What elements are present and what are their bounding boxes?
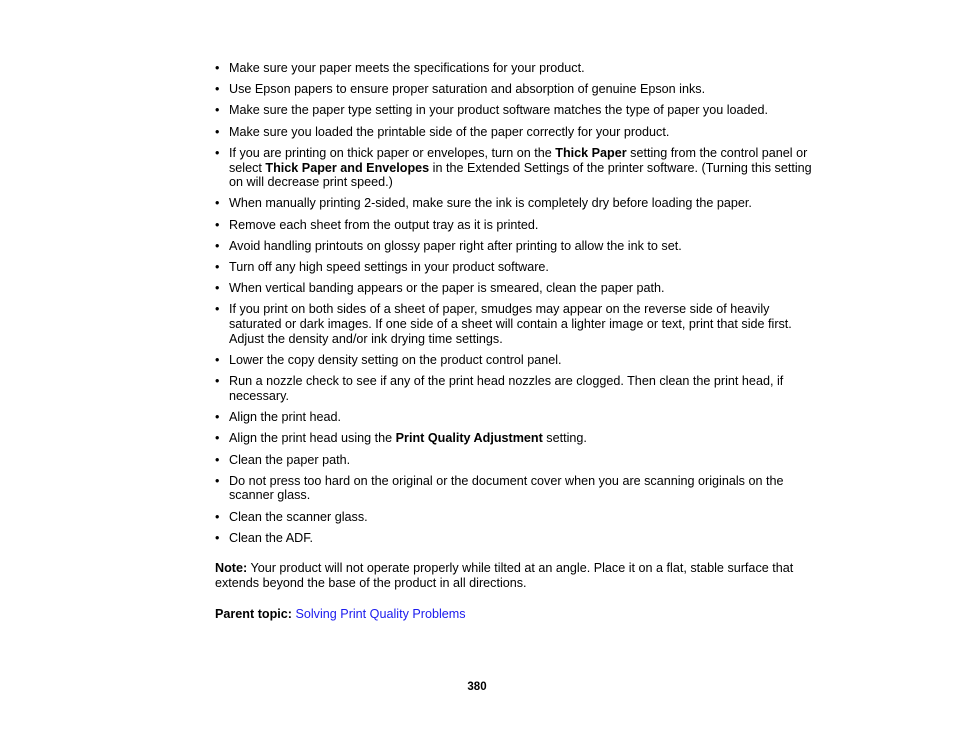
bullet-glyph: • [215,353,220,368]
bold-setting-name: Thick Paper [555,145,627,160]
list-item-text: When vertical banding appears or the paper is smeared, clean the paper path. [229,281,665,296]
bullet-glyph: • [215,238,220,253]
bullet-glyph: • [215,260,220,275]
list-item [215,61,825,76]
list-item [215,374,825,403]
list-item [215,474,825,503]
bullet-glyph: • [215,145,220,160]
list-item-text: Clean the ADF. [229,530,314,545]
note-paragraph [215,561,825,590]
bullet-glyph: • [215,374,220,389]
list-item [215,510,825,525]
list-item-text: If you print on both sides of a sheet of paper, smudges may appear on the reverse side of heavily saturated or dark images. If one side of a sheet will contain a lighter image or text, print that side first. Adjust the density and/or ink drying time settings. [229,302,792,346]
list-item-text: Turn off any high speed settings in your product software. [229,260,549,275]
list-item-text: Align the print head. [229,410,342,425]
list-item-text: Use Epson papers to ensure proper saturation and absorption of genuine Epson inks. [229,82,706,97]
list-item [215,125,825,140]
list-item-text: Avoid handling printouts on glossy paper right after printing to allow the ink to set. [229,238,682,253]
list-item-text: Remove each sheet from the output tray as it is printed. [229,217,539,232]
list-item [215,103,825,118]
list-item [215,239,825,254]
list-item-text: setting from the control panel or select [229,145,808,175]
bullet-glyph: • [215,61,220,75]
bullet-glyph: • [215,431,220,446]
note-text: Your product will not operate properly while tilted at an angle. Place it on a flat, stable surface that extends beyond the base of the product in all directions. [215,561,794,590]
parent-topic [215,607,825,622]
list-item [215,82,825,97]
list-item-text: Make sure the paper type setting in your product software matches the type of paper you loaded. [229,103,769,118]
bullet-glyph: • [215,410,220,425]
bullet-glyph: • [215,196,220,211]
list-item-text: Align the print head using the [229,431,396,446]
bullet-glyph: • [215,302,220,317]
list-item-text: Clean the scanner glass. [229,509,368,524]
bullet-glyph: • [215,103,220,118]
list-item [215,196,825,211]
bullet-glyph: • [215,473,220,488]
list-item [215,453,825,468]
list-item [215,218,825,233]
bold-setting-name: Print Quality Adjustment [395,431,543,446]
list-item [215,353,825,368]
list-item-text: in the Extended Settings of the printer software. (Turning this setting on will decrease print speed.) [229,160,812,190]
parent-topic-label: Parent topic: [215,607,292,621]
list-item-text: setting. [542,431,587,446]
list-item-text: Make sure your paper meets the specifications for your product. [229,61,585,75]
list-item-text: Do not press too hard on the original or the document cover when you are scanning originals on the scanner glass. [229,473,784,503]
list-item [215,302,825,346]
bold-setting-name: Thick Paper and Envelopes [265,160,430,175]
list-item-text: Clean the paper path. [229,452,351,467]
note-label: Note: [215,561,248,575]
bullet-glyph: • [215,124,220,139]
parent-topic-link[interactable]: Solving Print Quality Problems [295,607,466,621]
list-item [215,146,825,190]
list-item-text: When manually printing 2-sided, make sure the ink is completely dry before loading the paper. [229,196,752,211]
bullet-glyph: • [215,509,220,524]
bullet-list [215,61,825,552]
page-number: 380 [467,681,487,693]
bullet-glyph: • [215,82,220,97]
list-item [215,260,825,275]
bullet-glyph: • [215,217,220,232]
list-item-text: Lower the copy density setting on the product control panel. [229,353,562,368]
list-item [215,431,825,446]
list-item [215,410,825,425]
bullet-glyph: • [215,281,220,296]
list-item-text: Make sure you loaded the printable side of the paper correctly for your product. [229,124,670,139]
bullet-glyph: • [215,530,220,545]
list-item [215,281,825,296]
list-item-text: If you are printing on thick paper or envelopes, turn on the [229,145,556,160]
bullet-glyph: • [215,452,220,467]
list-item-text: Run a nozzle check to see if any of the print head nozzles are clogged. Then clean the print head, if necessary. [229,374,784,403]
list-item [215,531,825,546]
